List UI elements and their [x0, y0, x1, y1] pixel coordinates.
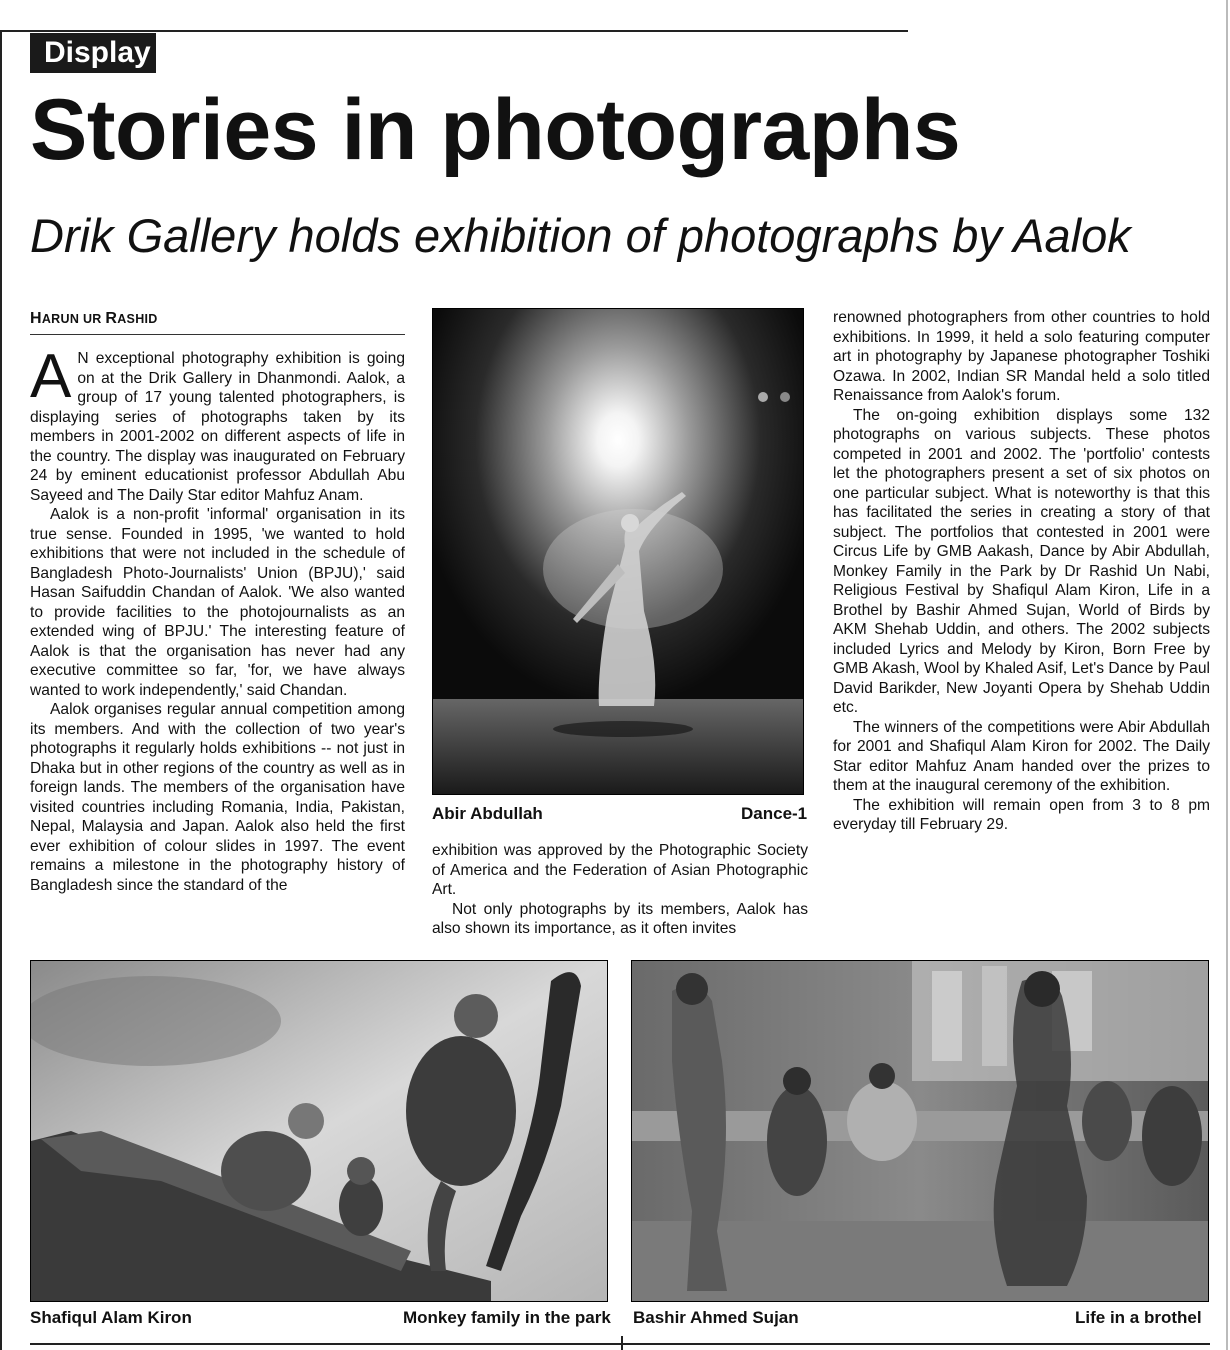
article-column-3 [833, 308, 1210, 835]
paragraph: The on-going exhibition displays some 132 photographs on various subjects. These photos competed in 2001 and 2002. The 'portfolio' contests let the photographers present a set of six photos on one particular subject. What is noteworthy is that this has facilitated the series in creating a story of that subject. The portfolios that contested in 2001 were Circus Life by GMB Aakash, Dance by Abir Abdullah, Monkey Family in the Park by Dr Rashid Un Nabi, Religious Festival by Shafiqul Alam Kiron, Life in a Brothel by Bashir Ahmed Sujan, World of Birds by AKM Shehab Uddin, and others. The 2002 subjects included Lyrics and Melody by Kiron, Born Free by GMB Akash, Wool by Khaled Asif, Let's Dance by Paul David Barikder, New Joyanti Opera by Shehab Uddin etc. [833, 406, 1210, 716]
article-column-2 [432, 841, 808, 939]
monkey-photo [30, 960, 608, 1302]
byline: HARUN UR RASHID [30, 310, 405, 335]
photo-credit: Abir Abdullah [432, 804, 543, 823]
brothel-photo-image [632, 961, 1208, 1301]
drop-cap: A [30, 342, 72, 411]
dance-photo-image [433, 309, 803, 794]
section-label: Display [30, 33, 156, 73]
paragraph: Aalok is a non-profit 'informal' organisation in its true sense. Founded in 1995, 'we wanted to hold exhibitions that were not included in the schedule of Bangladesh Photo-Journalists' Union (BPJU),' said Hasan Saifuddin Chandan of Aalok. 'We also wanted to provide facilities to the photojournalists as an extended wing of BPJU.' The interesting feature of Aalok is that the organisation has never had any executive committee so far, 'for, we have always wanted to work independently,' said Chandan. [30, 506, 405, 699]
column-divider [621, 1336, 623, 1350]
bottom-rule [30, 1343, 1210, 1345]
paragraph: exhibition was approved by the Photographic Society of America and the Federation of Asian Photographic Art. [432, 842, 808, 898]
photo-credit: Shafiqul Alam Kiron [30, 1308, 192, 1327]
right-rule [1226, 0, 1228, 1350]
headline: Stories in photographs [30, 82, 961, 178]
dance-photo [432, 308, 804, 795]
photo-title: Life in a brothel [1075, 1308, 1202, 1327]
article-column-1 [30, 342, 405, 895]
paragraph: The exhibition will remain open from 3 to 8 pm everyday till February 29. [833, 796, 1210, 833]
monkey-photo-image [31, 961, 607, 1301]
paragraph: renowned photographers from other countries to hold exhibitions. In 1999, it held a solo featuring computer art in photography by Japanese photographer Toshiki Ozawa. In 2002, Indian SR Mandal held a solo titled Renaissance from Aalok's forum. [833, 309, 1210, 404]
top-rule [0, 30, 908, 32]
subheadline: Drik Gallery holds exhibition of photographs by Aalok [30, 209, 1131, 262]
paragraph: Aalok organises regular annual competition among its members. And with the collection of two year's photographs it regularly holds exhibitions -- not just in Dhaka but in other regions of the country as well as in foreign lands. The members of the organisation have visited countries including Romania, India, Pakistan, Nepal, Malaysia and Japan. Aalok also held the first ever exhibition of colour slides in 1997. The event remains a milestone in the photography history of Bangladesh since the standard of the [30, 701, 405, 894]
paragraph: The winners of the competitions were Abir Abdullah for 2001 and Shafiqul Alam Kiron for 2002. The Daily Star editor Mahfuz Anam handed over the prizes to them at the inaugural ceremony of the exhibition. [833, 718, 1210, 794]
left-rule [0, 30, 2, 1350]
photo-credit: Bashir Ahmed Sujan [633, 1308, 799, 1327]
photo-title: Dance-1 [741, 804, 808, 823]
paragraph: Not only photographs by its members, Aalok has also shown its importance, as it often invites [432, 900, 808, 937]
paragraph: A N exceptional photography exhibition is going on at the Drik Gallery in Dhanmondi. Aalok, a group of 17 young talented photographers, is displaying series of photographs taken by its members in 2001-2002 on different aspects of life in the country. The display was inaugurated on February 24 by eminent educationist professor Abdullah Abu Sayeed and The Daily Star editor Mahfuz Anam. [30, 342, 405, 504]
brothel-photo [631, 960, 1209, 1302]
photo-title: Monkey family in the park [403, 1308, 611, 1327]
